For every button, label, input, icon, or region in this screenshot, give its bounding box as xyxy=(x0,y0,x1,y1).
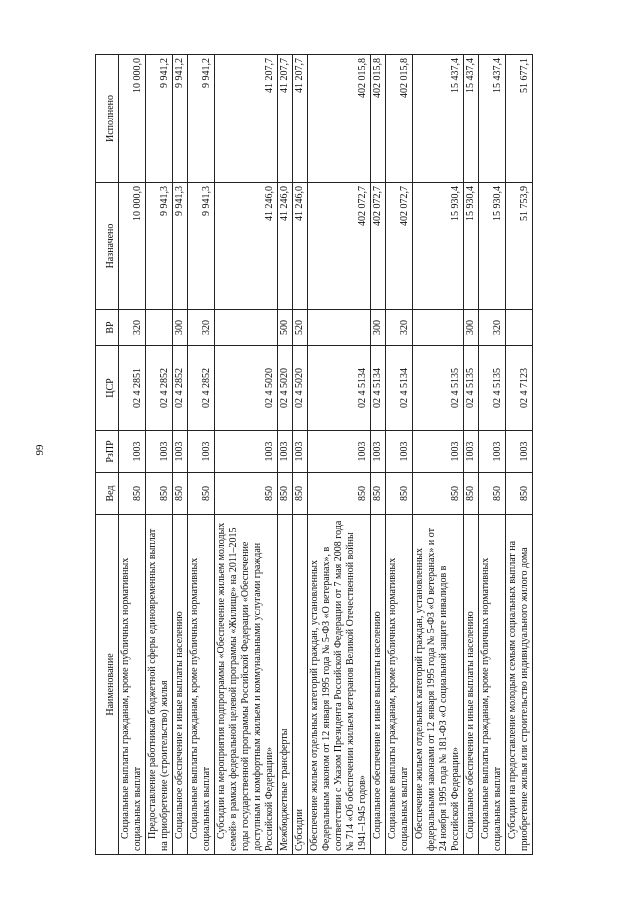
row-naznacheno: 15 930,4 xyxy=(464,183,479,310)
row-csr: 02 4 2852 xyxy=(173,346,188,431)
row-name: Предоставление работникам бюджетной сферы единовременных выплат на приобретение (строительство) жилья xyxy=(147,528,170,851)
row-name: Социальное обеспечение и иные выплаты населению xyxy=(174,611,185,839)
row-ved: 850 xyxy=(464,473,479,515)
row-ispolneno: 9 941,2 xyxy=(146,55,173,183)
row-name: Социальные выплаты гражданам, кроме публичных нормативных социальных выплат xyxy=(480,557,503,851)
table-row xyxy=(506,55,533,855)
row-ved: 850 xyxy=(479,473,506,515)
row-name: Обеспечение жильем отдельных категорий граждан, установленных Федеральным законом от 12 января 1995 года № 5-ФЗ «О ветеранах», в соответствии с Указом Президента Российской Федерации от 7 мая 2008 года № 714 «Об обеспечении жильем ветеранов Великой Отечественной войны 1941–1945 годов» xyxy=(309,520,368,851)
row-name: Социальные выплаты гражданам, кроме публичных нормативных социальных выплат xyxy=(387,557,410,851)
column-header-name: Наименование xyxy=(96,515,119,855)
row-rzpr: 1003 xyxy=(188,431,215,473)
table-row xyxy=(293,55,308,855)
row-ispolneno: 15 437,4 xyxy=(413,55,464,183)
row-naznacheno: 9 941,3 xyxy=(146,183,173,310)
row-name: Субсидии на предоставление молодым семьям социальных выплат на приобретение жилья или строительство индивидуального жилого дома xyxy=(507,540,530,851)
table-row xyxy=(479,55,506,855)
row-rzpr: 1003 xyxy=(293,431,308,473)
row-vr: 300 xyxy=(371,310,386,346)
row-vr: 520 xyxy=(293,310,308,346)
row-ved: 850 xyxy=(215,473,278,515)
row-ispolneno: 402 015,8 xyxy=(308,55,371,183)
row-ispolneno: 41 207,7 xyxy=(215,55,278,183)
table-row xyxy=(386,55,413,855)
row-csr: 02 4 5134 xyxy=(308,346,371,431)
row-rzpr: 1003 xyxy=(371,431,386,473)
row-ispolneno: 10 000,0 xyxy=(119,55,146,183)
row-ved: 850 xyxy=(146,473,173,515)
row-csr: 02 4 2852 xyxy=(146,346,173,431)
row-vr: 320 xyxy=(188,310,215,346)
row-name: Межбюджетные трансферты xyxy=(279,728,290,851)
row-naznacheno: 41 246,0 xyxy=(293,183,308,310)
row-vr xyxy=(506,310,533,346)
row-csr: 02 4 5134 xyxy=(386,346,413,431)
row-rzpr: 1003 xyxy=(278,431,293,473)
row-name: Социальные выплаты гражданам, кроме публичных нормативных социальных выплат xyxy=(189,557,212,851)
row-naznacheno: 41 246,0 xyxy=(215,183,278,310)
row-naznacheno: 402 072,7 xyxy=(371,183,386,310)
table-row xyxy=(146,55,173,855)
row-ved: 850 xyxy=(278,473,293,515)
row-ved: 850 xyxy=(119,473,146,515)
row-ispolneno: 402 015,8 xyxy=(371,55,386,183)
table-row xyxy=(188,55,215,855)
row-csr: 02 4 2852 xyxy=(188,346,215,431)
row-name: Социальные выплаты гражданам, кроме публичных нормативных социальных выплат xyxy=(120,557,143,851)
table-row xyxy=(215,55,278,855)
row-ispolneno: 9 941,2 xyxy=(188,55,215,183)
row-ispolneno: 9 941,2 xyxy=(173,55,188,183)
row-vr xyxy=(413,310,464,346)
row-naznacheno: 9 941,3 xyxy=(173,183,188,310)
column-header-csr: ЦСР xyxy=(96,346,119,431)
row-csr: 02 4 7123 xyxy=(506,346,533,431)
row-name: Социальное обеспечение и иные выплаты населению xyxy=(372,611,383,839)
table-row xyxy=(371,55,386,855)
row-rzpr: 1003 xyxy=(479,431,506,473)
row-rzpr: 1003 xyxy=(173,431,188,473)
row-ved: 850 xyxy=(173,473,188,515)
row-ispolneno: 15 437,4 xyxy=(479,55,506,183)
row-csr: 02 4 5020 xyxy=(293,346,308,431)
row-naznacheno: 15 930,4 xyxy=(479,183,506,310)
row-vr xyxy=(146,310,173,346)
row-csr: 02 4 5134 xyxy=(371,346,386,431)
table-header-row xyxy=(96,55,119,855)
table-row xyxy=(278,55,293,855)
column-header-naznacheno: Назначено xyxy=(96,183,119,310)
column-header-ved: Вед xyxy=(96,473,119,515)
row-naznacheno: 51 753,9 xyxy=(506,183,533,310)
row-naznacheno: 41 246,0 xyxy=(278,183,293,310)
row-vr: 300 xyxy=(173,310,188,346)
row-ispolneno: 51 677,1 xyxy=(506,55,533,183)
page-number: 99 xyxy=(34,444,46,456)
row-naznacheno: 10 000,0 xyxy=(119,183,146,310)
row-naznacheno: 402 072,7 xyxy=(386,183,413,310)
row-ved: 850 xyxy=(308,473,371,515)
row-ved: 850 xyxy=(386,473,413,515)
row-name: Социальное обеспечение и иные выплаты населению xyxy=(465,611,476,839)
row-ispolneno: 41 207,7 xyxy=(278,55,293,183)
row-vr: 320 xyxy=(386,310,413,346)
row-rzpr: 1003 xyxy=(506,431,533,473)
row-ved: 850 xyxy=(188,473,215,515)
budget-table xyxy=(95,54,533,855)
rotated-page-content xyxy=(95,55,555,855)
table-row xyxy=(308,55,371,855)
row-ispolneno: 41 207,7 xyxy=(293,55,308,183)
row-ved: 850 xyxy=(506,473,533,515)
column-header-ispolneno: Исполнено xyxy=(96,55,119,183)
row-name: Субсидии на мероприятия подпрограммы «Обеспечение жильем молодых семей» в рамках федеральной целевой программы «Жилище» на 2011–2015 годы государственной программы Российской Федерации «Обеспечение доступным и комфортным жильем и коммунальными услугами граждан Российской Федерации» xyxy=(216,522,275,851)
row-ved: 850 xyxy=(371,473,386,515)
row-rzpr: 1003 xyxy=(308,431,371,473)
row-rzpr: 1003 xyxy=(464,431,479,473)
table-row xyxy=(413,55,464,855)
row-vr: 500 xyxy=(278,310,293,346)
row-ispolneno: 15 437,4 xyxy=(464,55,479,183)
row-csr: 02 4 5135 xyxy=(464,346,479,431)
row-rzpr: 1003 xyxy=(413,431,464,473)
row-csr: 02 4 5020 xyxy=(215,346,278,431)
row-csr: 02 4 5135 xyxy=(413,346,464,431)
row-vr xyxy=(308,310,371,346)
table-row xyxy=(173,55,188,855)
row-naznacheno: 9 941,3 xyxy=(188,183,215,310)
row-vr: 320 xyxy=(119,310,146,346)
row-name: Субсидии xyxy=(294,809,305,851)
row-csr: 02 4 5020 xyxy=(278,346,293,431)
row-rzpr: 1003 xyxy=(386,431,413,473)
column-header-vr: ВР xyxy=(96,310,119,346)
row-rzpr: 1003 xyxy=(215,431,278,473)
row-csr: 02 4 2851 xyxy=(119,346,146,431)
row-vr: 300 xyxy=(464,310,479,346)
row-naznacheno: 402 072,7 xyxy=(308,183,371,310)
row-csr: 02 4 5135 xyxy=(479,346,506,431)
row-name: Обеспечение жильем отдельных категорий граждан, установленных федеральными законами от 12 января 1995 года № 5-ФЗ «О ветеранах» и от 24 ноября 1995 года № 181-ФЗ «О социальной защите инвалидов в Российской Федерации» xyxy=(414,528,461,851)
row-ved: 850 xyxy=(293,473,308,515)
row-rzpr: 1003 xyxy=(146,431,173,473)
row-naznacheno: 15 930,4 xyxy=(413,183,464,310)
column-header-rzpr: РзПР xyxy=(96,431,119,473)
row-rzpr: 1003 xyxy=(119,431,146,473)
row-vr: 320 xyxy=(479,310,506,346)
table-row xyxy=(119,55,146,855)
table-row xyxy=(464,55,479,855)
row-vr xyxy=(215,310,278,346)
row-ved: 850 xyxy=(413,473,464,515)
row-ispolneno: 402 015,8 xyxy=(386,55,413,183)
